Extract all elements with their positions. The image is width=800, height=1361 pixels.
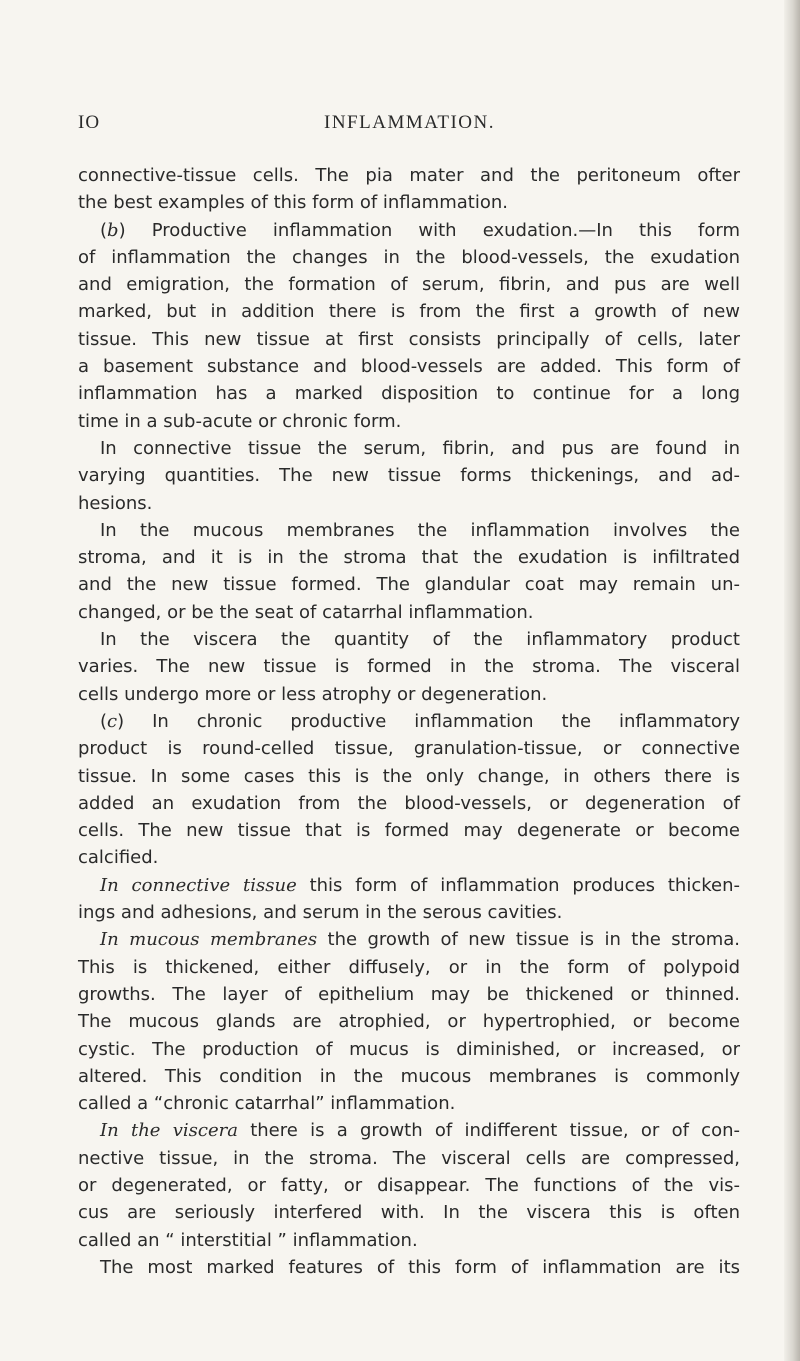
page-header — [78, 112, 738, 136]
text-line — [78, 872, 740, 899]
text-line: nective tissue, in the stroma. The visceral cells are compressed, — [78, 1147, 740, 1169]
text-run: ( — [100, 219, 108, 241]
text-line: cus are seriously interfered with. In the viscera this is often — [78, 1202, 740, 1224]
text-run: this form of inflammation produces thicken- — [296, 874, 740, 896]
text-line: cells. The new tissue that is formed may degenerate or become — [78, 820, 740, 842]
text-line: added an exudation from the blood-vessels, or degeneration of — [78, 792, 740, 814]
text-line: In the mucous membranes the inflammation involves the — [100, 519, 740, 541]
text-line: and emigration, the formation of serum, fibrin, and pus are well — [78, 274, 740, 296]
text-line: called a “chronic catarrhal” inflammation. — [78, 1093, 456, 1115]
text-line: the best examples of this form of inflammation. — [78, 192, 508, 214]
text-run: the growth of new tissue is in the stroma. — [317, 929, 740, 951]
text-line: inflammation has a marked disposition to continue for a long — [78, 383, 740, 405]
text-line — [78, 708, 740, 735]
text-line: altered. This condition in the mucous membranes is commonly — [78, 1065, 740, 1087]
italic-run: In connective tissue — [100, 874, 297, 896]
text-line: The mucous glands are atrophied, or hypertrophied, or become — [78, 1011, 740, 1033]
text-line — [78, 217, 740, 244]
text-line: stroma, and it is in the stroma that the exudation is infiltrated — [78, 547, 740, 569]
text-line: growths. The layer of epithelium may be thickened or thinned. — [78, 983, 740, 1005]
text-line: tissue. This new tissue at first consists principally of cells, later — [78, 328, 740, 350]
text-line: time in a sub-acute or chronic form. — [78, 410, 402, 432]
text-line: product is round-celled tissue, granulation-tissue, or connective — [78, 738, 740, 760]
text-run: ( — [100, 710, 108, 732]
page-number: IO — [78, 112, 101, 133]
text-line — [78, 926, 740, 953]
text-line: ings and adhesions, and serum in the serous cavities. — [78, 902, 563, 924]
text-line: cells undergo more or less atrophy or degeneration. — [78, 683, 548, 705]
text-run: ) Productive inflammation with exudation.—In this form — [118, 219, 740, 241]
italic-run: In the viscera — [100, 1120, 238, 1142]
text-line: In connective tissue the serum, fibrin, and pus are found in — [100, 437, 740, 459]
text-line: a basement substance and blood-vessels are added. This form of — [78, 356, 740, 378]
text-line: cystic. The production of mucus is diminished, or increased, or — [78, 1038, 740, 1060]
text-line: of inflammation the changes in the blood-vessels, the exudation — [78, 246, 740, 268]
text-line: calcified. — [78, 847, 159, 869]
text-line: varies. The new tissue is formed in the stroma. The visceral — [78, 656, 740, 678]
body-text — [78, 162, 740, 1281]
italic-run: c — [107, 710, 118, 732]
running-title: INFLAMMATION. — [324, 112, 495, 133]
text-run: ) In chronic productive inflammation the inflammatory — [117, 710, 740, 732]
text-line: and the new tissue formed. The glandular coat may remain un- — [78, 574, 740, 596]
text-line: changed, or be the seat of catarrhal inflammation. — [78, 601, 534, 623]
text-run: there is a growth of indifferent tissue, or of con- — [237, 1120, 740, 1142]
text-line: or degenerated, or fatty, or disappear. The functions of the vis- — [78, 1174, 740, 1196]
text-line: marked, but in addition there is from the first a growth of new — [78, 301, 740, 323]
text-line: tissue. In some cases this is the only change, in others there is — [78, 765, 740, 787]
text-line: connective-tissue cells. The pia mater and the peritoneum ofter — [78, 165, 740, 186]
text-line: In the viscera the quantity of the inflammatory product — [100, 629, 740, 651]
italic-run: In mucous membranes — [100, 929, 318, 951]
page-edge — [784, 0, 800, 1361]
text-line: This is thickened, either diffusely, or in the form of polypoid — [78, 956, 740, 978]
italic-run: b — [107, 219, 119, 241]
text-line: called an “ interstitial ” inflammation. — [78, 1229, 418, 1251]
text-line: hesions. — [78, 492, 153, 514]
text-line: The most marked features of this form of inflammation are its — [100, 1256, 740, 1278]
text-line — [78, 1117, 740, 1144]
text-line: varying quantities. The new tissue forms thickenings, and ad- — [78, 465, 740, 487]
